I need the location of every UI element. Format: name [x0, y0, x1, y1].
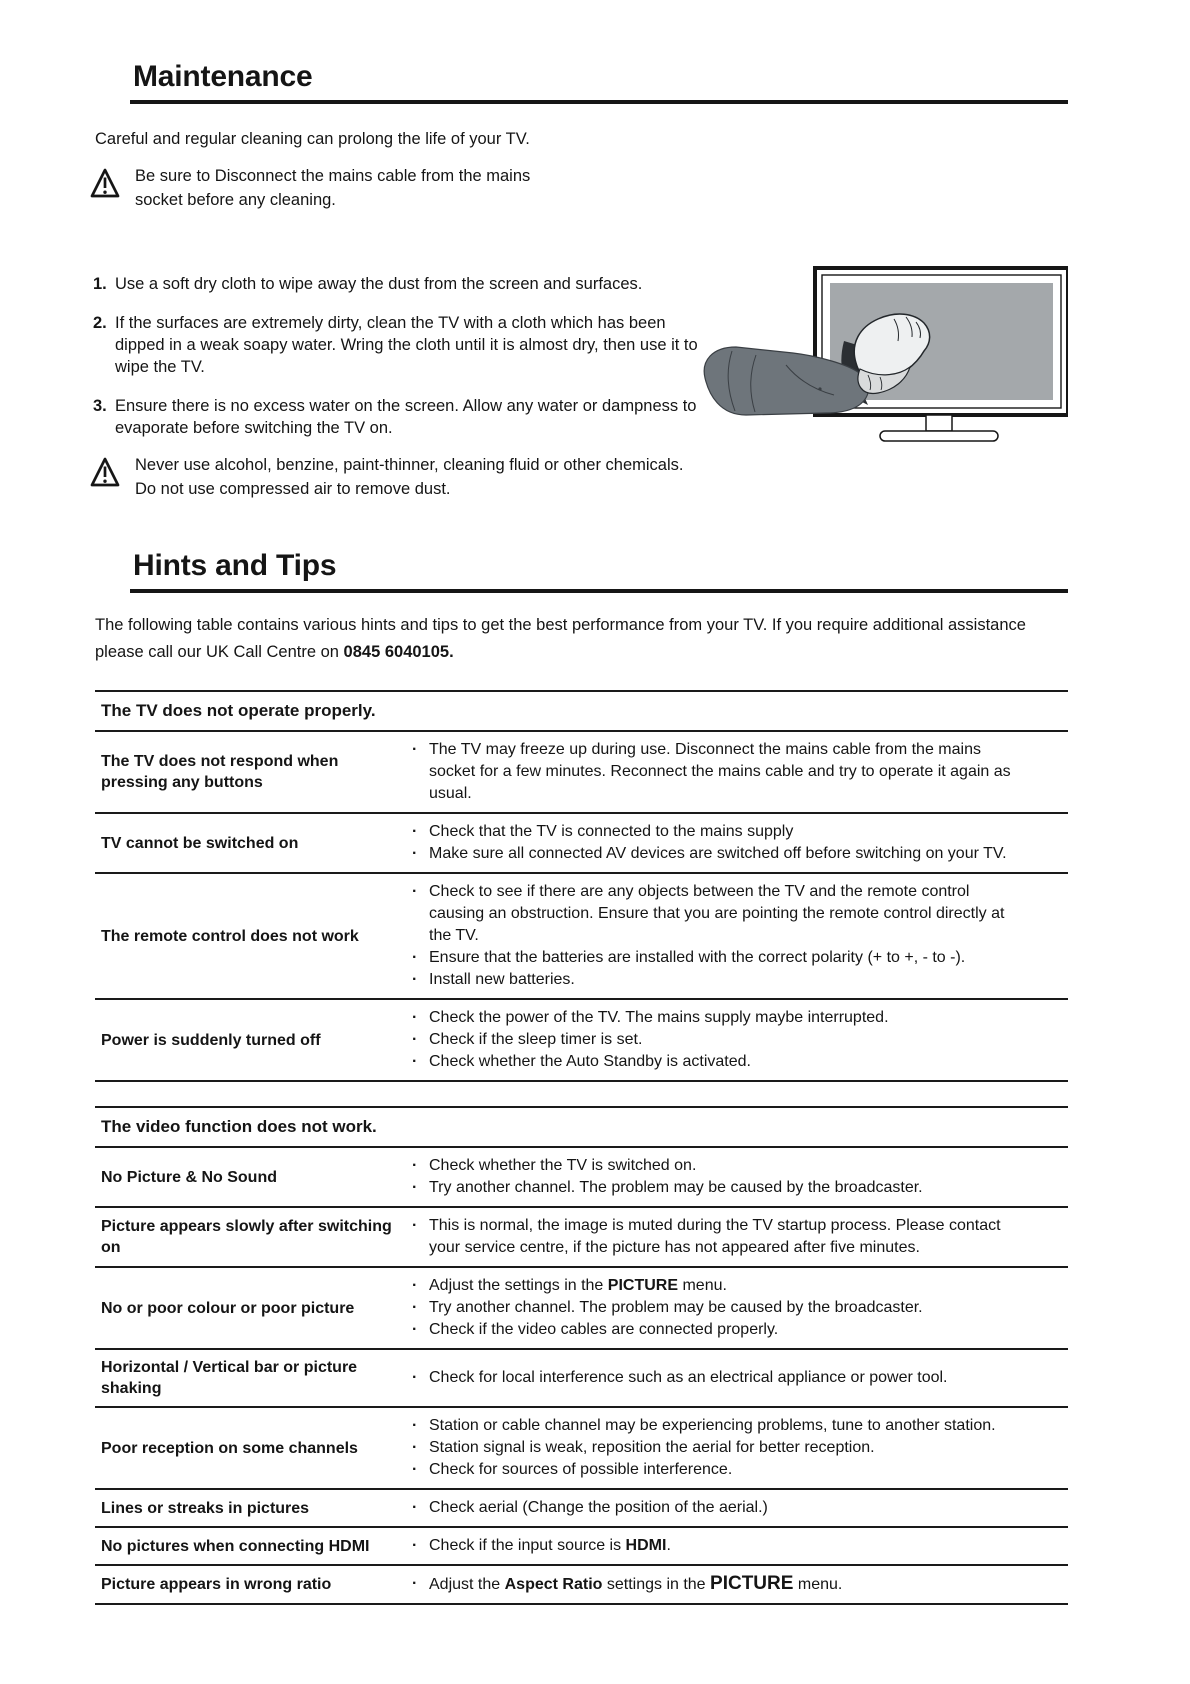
bullet-glyph: · [412, 1417, 418, 1434]
warning-triangle-icon [90, 456, 120, 493]
text-segment: Check to see if there are any objects between the TV and the remote control causing an obstruction. Ensure that you are pointing the remote control directly at the TV. [429, 883, 1005, 944]
text-segment: Check whether the TV is switched on. [429, 1157, 697, 1174]
solution-item [412, 1573, 1029, 1596]
text-segment: menu. [678, 1277, 727, 1294]
solution-text [429, 1155, 1029, 1177]
solution-item [412, 739, 1029, 805]
solution-text [429, 1029, 1029, 1051]
warning-text [135, 454, 683, 501]
step-number: 1. [93, 275, 107, 293]
solutions-cell [412, 1497, 1029, 1519]
bullet-glyph: · [412, 1157, 418, 1174]
solution-item [412, 1415, 1029, 1437]
solution-text [429, 1051, 1029, 1073]
bullet-glyph: · [412, 1053, 418, 1070]
solution-item [412, 947, 1029, 969]
text-segment: Adjust the [429, 1576, 505, 1593]
problem-cell: Horizontal / Vertical bar or picture shaking [101, 1359, 358, 1397]
solution-text [429, 1177, 1029, 1199]
solutions-cell [412, 1215, 1029, 1259]
bullet-glyph: · [412, 1439, 418, 1456]
hints-intro-text [95, 612, 1068, 666]
step-text: Ensure there is no excess water on the screen. Allow any water or dampness to evaporate before switching the TV on. [115, 397, 697, 437]
solution-item [412, 1177, 1029, 1199]
solutions-cell [412, 821, 1029, 865]
text-segment: Adjust the settings in the [429, 1277, 608, 1294]
solutions-cell [412, 881, 1029, 991]
troubleshooting-table [95, 1106, 1068, 1605]
text-segment: The TV may freeze up during use. Disconnect the mains cable from the mains socket for a few minutes. Reconnect the mains cable and try to operate it again as usual. [429, 741, 1011, 802]
solution-item [412, 1319, 1029, 1341]
maintenance-intro-text: Careful and regular cleaning can prolong the life of your TV. [95, 130, 530, 148]
problem-cell: TV cannot be switched on [101, 834, 299, 852]
tv-stand-base [880, 431, 998, 441]
troubleshooting-table [95, 690, 1068, 1082]
hints-section-title: Hints and Tips [133, 549, 337, 582]
table-row [95, 1148, 1068, 1208]
cleaning-step [93, 273, 733, 295]
text-segment: Station or cable channel may be experiencing problems, tune to another station. [429, 1417, 996, 1434]
text-segment: Check if the input source is [429, 1537, 626, 1554]
solution-text [429, 1573, 1029, 1596]
bullet-glyph: · [412, 949, 418, 966]
bullet-glyph: · [412, 1575, 418, 1592]
warning-note-chemicals [90, 454, 683, 501]
solution-text [429, 739, 1029, 805]
warning-text [135, 165, 530, 212]
step-text: If the surfaces are extremely dirty, clean the TV with a cloth which has been dipped in a weak soapy water. Wring the cloth until it is almost dry, then use it to wipe the TV. [115, 314, 698, 376]
table-row [95, 814, 1068, 874]
text-segment: please call our UK Call Centre on [95, 643, 344, 661]
bullet-glyph: · [412, 883, 418, 900]
table-row [95, 1350, 1068, 1408]
text-segment: Aspect Ratio [504, 1576, 603, 1593]
solution-item [412, 969, 1029, 991]
bullet-glyph: · [412, 971, 418, 988]
solution-text [429, 947, 1029, 969]
problem-cell: The TV does not respond when pressing any buttons [101, 753, 339, 791]
text-segment: . [666, 1537, 671, 1554]
bullet-glyph: · [412, 1299, 418, 1316]
title-rule [130, 589, 1068, 593]
bullet-glyph: · [412, 823, 418, 840]
text-segment: Check aerial (Change the position of the aerial.) [429, 1499, 768, 1516]
solution-text [429, 843, 1029, 865]
table-row [95, 1566, 1068, 1605]
cleaning-steps-list [93, 273, 733, 456]
text-segment: settings in the [602, 1576, 711, 1593]
solutions-cell [412, 1007, 1029, 1073]
problem-cell: No or poor colour or poor picture [101, 1299, 355, 1317]
table-row [95, 1268, 1068, 1350]
bullet-glyph: · [412, 1179, 418, 1196]
solution-item [412, 1155, 1029, 1177]
warning-line: Never use alcohol, benzine, paint-thinner, cleaning fluid or other chemicals. [135, 456, 684, 474]
problem-cell: Power is suddenly turned off [101, 1031, 321, 1049]
solution-text [429, 1415, 1029, 1437]
solutions-cell [412, 1535, 1029, 1557]
table-row [95, 1408, 1068, 1490]
solutions-cell [412, 1415, 1029, 1481]
table-section-header: The video function does not work. [95, 1108, 1068, 1148]
solution-text [429, 821, 1029, 843]
solution-text [429, 881, 1029, 947]
solution-text [429, 1535, 1029, 1557]
maintenance-section-title: Maintenance [133, 60, 313, 93]
problem-cell: The remote control does not work [101, 927, 359, 945]
text-segment: PICTURE [607, 1277, 679, 1294]
solution-text [429, 1497, 1029, 1519]
problem-cell: Poor reception on some channels [101, 1439, 358, 1457]
step-text: Use a soft dry cloth to wipe away the dust from the screen and surfaces. [115, 275, 643, 293]
warning-note-disconnect [90, 165, 530, 212]
text-segment: Ensure that the batteries are installed with the correct polarity (+ to +, - to -). [429, 949, 966, 966]
solution-item [412, 1275, 1029, 1297]
problem-cell: Lines or streaks in pictures [101, 1499, 310, 1517]
solution-text [429, 1437, 1029, 1459]
tv-cleaning-illustration [698, 243, 1068, 458]
cleaning-step [93, 395, 733, 439]
solution-text [429, 1007, 1029, 1029]
solutions-cell [412, 1155, 1029, 1199]
solution-item [412, 1215, 1029, 1259]
bullet-glyph: · [412, 1009, 418, 1026]
solution-text [429, 1367, 1029, 1389]
text-segment: Check whether the Auto Standby is activated. [429, 1053, 751, 1070]
text-segment: Make sure all connected AV devices are switched off before switching on your TV. [429, 845, 1007, 862]
cleaning-step [93, 312, 733, 378]
solution-text [429, 969, 1029, 991]
problem-cell: No Picture & No Sound [101, 1168, 277, 1186]
text-segment: Install new batteries. [429, 971, 575, 988]
solutions-cell [412, 1367, 1029, 1389]
bullet-glyph: · [412, 1499, 418, 1516]
intro-line [95, 612, 1068, 639]
step-number: 3. [93, 397, 107, 415]
table-row [95, 1528, 1068, 1566]
text-segment: Station signal is weak, reposition the aerial for better reception. [429, 1439, 875, 1456]
bullet-glyph: · [412, 1277, 418, 1294]
bullet-glyph: · [412, 1217, 418, 1234]
troubleshooting-tables [95, 690, 1068, 1605]
text-segment: Check the power of the TV. The mains supply maybe interrupted. [429, 1009, 889, 1026]
solution-text [429, 1297, 1029, 1319]
solutions-cell [412, 1275, 1029, 1341]
solution-item [412, 843, 1029, 865]
bullet-glyph: · [412, 845, 418, 862]
text-segment: Check for sources of possible interference. [429, 1461, 733, 1478]
text-segment: Check for local interference such as an electrical appliance or power tool. [429, 1369, 948, 1386]
solution-text [429, 1319, 1029, 1341]
solution-item [412, 1497, 1029, 1519]
text-segment: Check if the video cables are connected properly. [429, 1321, 779, 1338]
warning-line: socket before any cleaning. [135, 190, 336, 209]
bullet-glyph: · [412, 1321, 418, 1338]
problem-cell: Picture appears slowly after switching on [101, 1218, 392, 1256]
solution-text [429, 1215, 1029, 1259]
bullet-glyph: · [412, 1369, 418, 1386]
warning-line: Do not use compressed air to remove dust. [135, 479, 451, 498]
problem-cell: No pictures when connecting HDMI [101, 1537, 370, 1555]
solution-item [412, 1367, 1029, 1389]
tv-stand-neck [926, 415, 952, 431]
bullet-glyph: · [412, 1537, 418, 1554]
text-segment: The following table contains various hints and tips to get the best performance from your TV. If you require additional assistance [95, 616, 1026, 634]
text-segment: 0845 6040105. [343, 643, 454, 661]
title-rule [130, 100, 1068, 104]
text-segment: This is normal, the image is muted during the TV startup process. Please contact your service centre, if the picture has not appeared after five minutes. [429, 1217, 1001, 1256]
warning-triangle-icon [90, 167, 120, 204]
solution-item [412, 1535, 1029, 1557]
solution-item [412, 1459, 1029, 1481]
warning-line: Be sure to Disconnect the mains cable from the mains [135, 167, 531, 185]
bullet-glyph: · [412, 1461, 418, 1478]
problem-cell: Picture appears in wrong ratio [101, 1576, 332, 1593]
solutions-cell [412, 1573, 1029, 1596]
table-row [95, 732, 1068, 814]
bullet-glyph: · [412, 741, 418, 758]
solution-item [412, 1297, 1029, 1319]
text-segment: HDMI [625, 1537, 667, 1554]
text-segment: Try another channel. The problem may be caused by the broadcaster. [429, 1179, 923, 1196]
text-segment: Check that the TV is connected to the mains supply [429, 823, 794, 840]
text-segment: Try another channel. The problem may be caused by the broadcaster. [429, 1299, 923, 1316]
bullet-glyph: · [412, 1031, 418, 1048]
solution-text [429, 1459, 1029, 1481]
table-section-header: The TV does not operate properly. [95, 692, 1068, 732]
text-segment: menu. [793, 1576, 843, 1593]
solution-item [412, 821, 1029, 843]
intro-line [95, 639, 1068, 666]
solutions-cell [412, 739, 1029, 805]
solution-item [412, 1007, 1029, 1029]
step-number: 2. [93, 314, 107, 332]
table-row [95, 1490, 1068, 1528]
solution-item [412, 1051, 1029, 1073]
table-row [95, 1000, 1068, 1082]
solution-item [412, 1029, 1029, 1051]
text-segment: Check if the sleep timer is set. [429, 1031, 643, 1048]
solution-item [412, 1437, 1029, 1459]
table-row [95, 1208, 1068, 1268]
table-row [95, 874, 1068, 1000]
solution-item [412, 881, 1029, 947]
solution-text [429, 1275, 1029, 1297]
text-segment: PICTURE [710, 1573, 794, 1594]
